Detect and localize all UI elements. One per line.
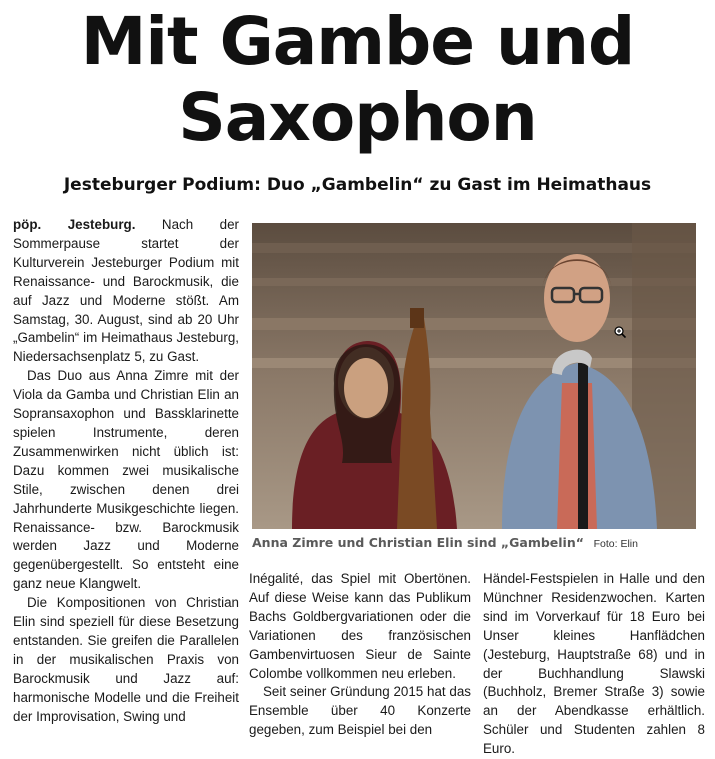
article-column-2 (249, 570, 471, 740)
photo-illustration (252, 223, 696, 529)
caption-text: Anna Zimre und Christian Elin sind „Gambelin“ (252, 535, 584, 550)
headline-line-1: Mit Gambe und (80, 3, 635, 80)
article-column-1 (13, 216, 239, 726)
article-column-3 (483, 570, 705, 759)
paragraph-3-continued: Inégalité, das Spiel mit Obertönen. Auf diese Weise kann das Publikum Bachs Goldbergvariationen oder die Variationen des französischen Gambenvirtuosen Sieur de Sainte Colombe vollkommen neu erleben. (249, 571, 471, 681)
paragraph-2: Das Duo aus Anna Zimre mit der Viola da Gamba und Christian Elin an Sopransaxophon und Bassklarinette spielen Instrumente, deren Zusammenwirken nicht üblich ist: Dazu kommen zwei musikalische Stile, zwischen denen drei Jahrhunderte Musikgeschichte liegen. Renaissance- bzw. Barockmusik werden Jazz und Moderne gegenübergestellt. So entsteht eine ganz neue Klangwelt. (13, 368, 239, 592)
paragraph-1-text: Nach der Sommerpause startet der Kulturverein Jesteburger Podium mit Renaissance- und Barockmusik, die auf Jazz und Moderne stößt. Am Samstag, 30. August, sind ab 20 Uhr „Gambelin“ im Heimathaus Jesteburg, Niedersachsenplatz 5, zu Gast. (13, 217, 239, 365)
paragraph-4-continued: Händel-Festspielen in Halle und den Münchner Residenzwochen. Karten sind im Vorverkauf für 18 Euro bei Unser kleines Hanflädchen (Jesteburg, Hauptstraße 68) und in der Buchhandlung Slawski (Buchholz, Bremer Straße 3) sowie an der Abendkasse erhältlich. Schüler und Studenten zahlen 8 Euro. (483, 571, 705, 757)
headline (0, 4, 715, 156)
article-photo[interactable] (252, 223, 696, 529)
byline: pöp. Jesteburg. (13, 217, 136, 232)
headline-line-2: Saxophon (178, 79, 537, 156)
paragraph-4: Seit seiner Gründung 2015 hat das Ensemble über 40 Konzerte gegeben, zum Beispiel bei den (249, 684, 471, 738)
paragraph-intro (13, 216, 239, 367)
photo-caption (252, 535, 696, 550)
photo-credit: Foto: Elin (593, 538, 638, 550)
subheadline: Jesteburger Podium: Duo „Gambelin“ zu Gast im Heimathaus (63, 175, 652, 195)
zoom-in-icon[interactable] (614, 325, 626, 337)
paragraph-3: Die Kompositionen von Christian Elin sind speziell für diese Besetzung entstanden. Sie greifen die Parallelen in der musikalischen Praxis von Barockmusik und Jazz auf: harmonische Modelle und die Freiheit der Improvisation, Swing und (13, 595, 239, 724)
